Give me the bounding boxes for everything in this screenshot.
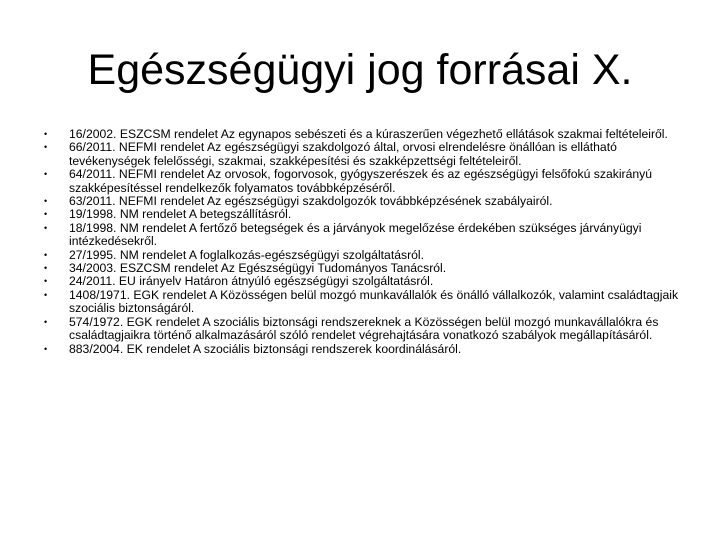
- list-item: [0, 222, 720, 249]
- list-item-text: 64/2011. NEFMI rendelet Az orvosok, fogorvosok, gyógyszerészek és az egészségügyi felsőfokú szakirányú szakképesítéssel rendelkezők folyamatos továbbképzéséről.: [69, 167, 653, 195]
- bullet-icon: •: [44, 316, 48, 327]
- list-item-text: 883/2004. EK rendelet A szociális biztonsági rendszerek koordinálásáról.: [69, 341, 462, 356]
- list-item: [0, 275, 720, 288]
- bullet-list: [0, 128, 720, 356]
- bullet-icon: •: [44, 249, 48, 260]
- bullet-icon: •: [44, 289, 48, 300]
- list-item-text: 66/2011. NEFMI rendelet Az egészségügyi szakdolgozó által, orvosi elrendelésre önállóan is ellátható tevékenységek felelősségi, szakmai, szakképesítési és szakképzettségi feltételeiről.: [69, 140, 617, 168]
- bullet-icon: •: [44, 263, 48, 274]
- slide-title: Egészségügyi jog forrásai X.: [87, 46, 633, 94]
- list-item-text: 34/2003. ESZCSM rendelet Az Egészségügyi Tudományos Tanácsról.: [69, 261, 447, 276]
- list-item-text: 19/1998. NM rendelet A betegszállításról.: [69, 207, 292, 222]
- list-item: [0, 128, 720, 141]
- list-item-text: 18/1998. NM rendelet A fertőző betegségek és a járványok megelőzése érdekében szükséges járványügyi intézkedésekről.: [69, 220, 642, 249]
- list-item: [0, 262, 720, 275]
- bullet-icon: •: [44, 129, 48, 139]
- list-item: [0, 168, 720, 195]
- list-item-text: 27/1995. NM rendelet A foglalkozás-egészségügyi szolgáltatásról.: [69, 247, 425, 262]
- list-item: [0, 343, 720, 356]
- bullet-icon: •: [44, 169, 48, 180]
- bullet-icon: •: [44, 276, 48, 287]
- list-item: [0, 316, 720, 343]
- bullet-icon: •: [44, 142, 48, 153]
- bullet-icon: •: [44, 343, 48, 354]
- list-item: [0, 195, 720, 208]
- bullet-icon: •: [44, 196, 48, 207]
- list-item: [0, 141, 720, 168]
- list-item: [0, 208, 720, 221]
- list-item-text: 16/2002. ESZCSM rendelet Az egynapos sebészeti és a kúraszerűen végezhető ellátások szakmai feltételeiről.: [69, 127, 668, 141]
- list-item-text: 63/2011. NEFMI rendelet Az egészségügyi szakdolgozók továbbképzésének szabályairól.: [69, 194, 553, 209]
- list-item: [0, 249, 720, 262]
- bullet-icon: •: [44, 222, 48, 233]
- list-item-text: 574/1972. EGK rendelet A szociális biztonsági rendszereknek a Közösségen belül mozgó munkavállalókra és családtagjaikra történő alkalmazásáról szóló rendelet végrehajtására vonatkozó szabályok megállapításáról.: [69, 314, 659, 343]
- list-item: [0, 289, 720, 316]
- list-item-text: 24/2011. EU irányelv Határon átnyúló egészségügyi szolgáltatásról.: [69, 274, 434, 289]
- bullet-icon: •: [44, 209, 48, 220]
- list-item-text: 1408/1971. EGK rendelet A Közösségen belül mozgó munkavállalók és önálló vállalkozók, valamint családtagjaik szociális biztonságáról.: [69, 287, 679, 316]
